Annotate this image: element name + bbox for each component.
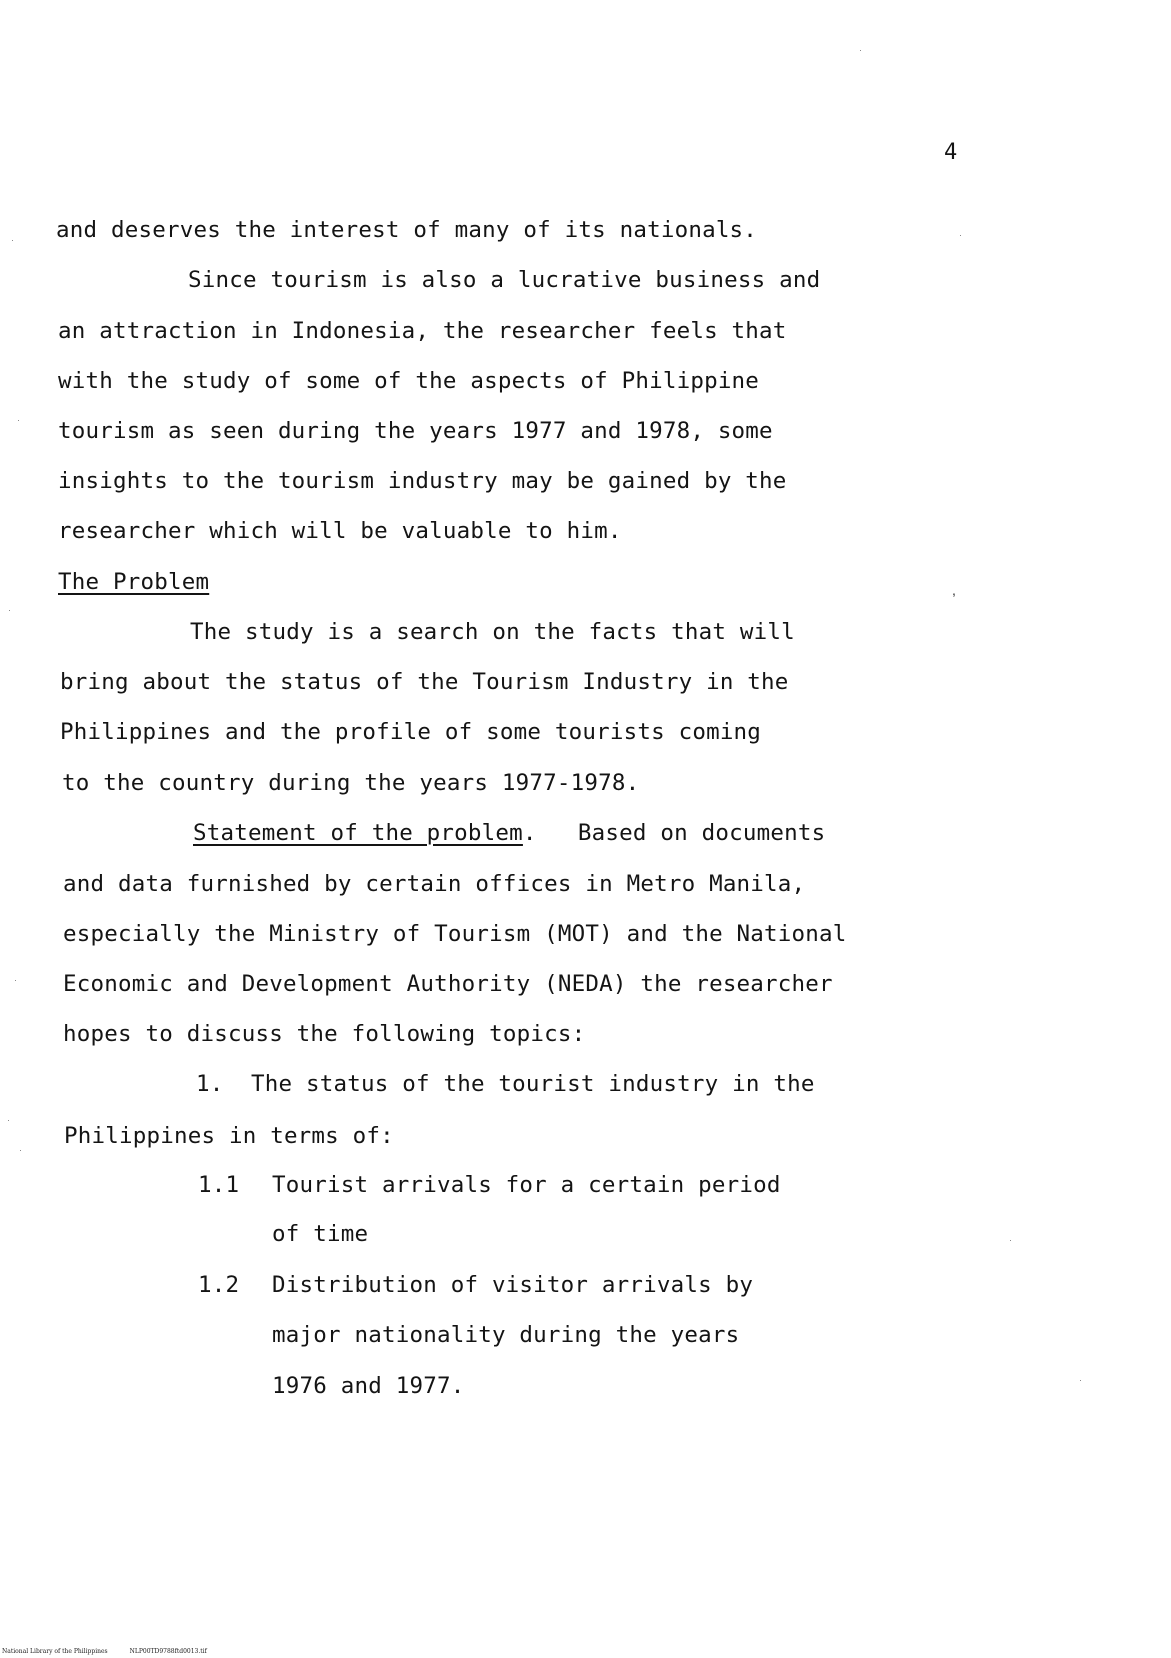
- paragraph-line: to the country during the years 1977-1978.: [62, 770, 640, 796]
- topic-1-text: The status of the tourist industry in the: [251, 1071, 815, 1097]
- footer-file: NLP00TD9788ftd0013.tif: [129, 1648, 207, 1655]
- scan-speck: [1010, 1240, 1011, 1241]
- scan-speck: [1080, 1380, 1081, 1381]
- statement-first-line-text: Based on documents: [577, 820, 826, 846]
- paragraph-line: researcher which will be valuable to him.: [58, 518, 622, 544]
- topic-1: [196, 1069, 815, 1099]
- statement-first-line: [193, 818, 825, 848]
- page-number: 4: [944, 140, 958, 165]
- scan-speck: [18, 420, 19, 421]
- sub-item-line: Distribution of visitor arrivals by: [272, 1272, 754, 1298]
- footer-library: National Library of the Philippines: [2, 1648, 108, 1655]
- scan-footer: [2, 1648, 207, 1656]
- paragraph-line: Since tourism is also a lucrative business and: [188, 267, 821, 293]
- topic-1-continuation: Philippines in terms of:: [64, 1123, 394, 1149]
- paragraph-line: The study is a search on the facts that will: [190, 619, 795, 645]
- scan-speck: [8, 1120, 9, 1121]
- sub-item-line: Tourist arrivals for a certain period: [272, 1172, 781, 1198]
- paragraph-line: with the study of some of the aspects of Philippine: [58, 368, 760, 394]
- statement-subheading-punct: .: [522, 820, 537, 846]
- section-heading: The Problem: [58, 569, 210, 595]
- margin-mark: ,: [952, 582, 956, 598]
- scan-speck: [860, 50, 861, 51]
- scan-speck: [20, 1150, 21, 1151]
- scan-speck: [12, 240, 13, 241]
- sub-item-line: 1976 and 1977.: [272, 1373, 465, 1399]
- paragraph-line: tourism as seen during the years 1977 and 1978, some: [58, 418, 773, 444]
- paragraph-line: an attraction in Indonesia, the researcher feels that: [58, 318, 787, 344]
- sub-item-number: 1.1: [198, 1172, 240, 1198]
- topic-1-number: 1.: [196, 1071, 224, 1097]
- paragraph-line: Philippines and the profile of some tourists coming: [60, 719, 762, 745]
- paragraph-continuation: and deserves the interest of many of its nationals.: [56, 217, 758, 243]
- sub-item-line: of time: [272, 1221, 369, 1247]
- sub-item-line: major nationality during the years: [272, 1322, 740, 1348]
- scan-speck: [9, 610, 10, 611]
- paragraph-line: Economic and Development Authority (NEDA) the researcher: [63, 971, 833, 997]
- paragraph-line: especially the Ministry of Tourism (MOT) and the National: [63, 921, 847, 947]
- sub-item-number: 1.2: [198, 1272, 240, 1298]
- scan-speck: [15, 980, 16, 981]
- paragraph-line: hopes to discuss the following topics:: [63, 1021, 586, 1047]
- paragraph-line: and data furnished by certain offices in Metro Manila,: [63, 871, 806, 897]
- statement-subheading: Statement of the problem: [193, 820, 523, 846]
- paragraph-line: insights to the tourism industry may be gained by the: [58, 468, 787, 494]
- scan-speck: [960, 235, 961, 236]
- paragraph-line: bring about the status of the Tourism Industry in the: [60, 669, 789, 695]
